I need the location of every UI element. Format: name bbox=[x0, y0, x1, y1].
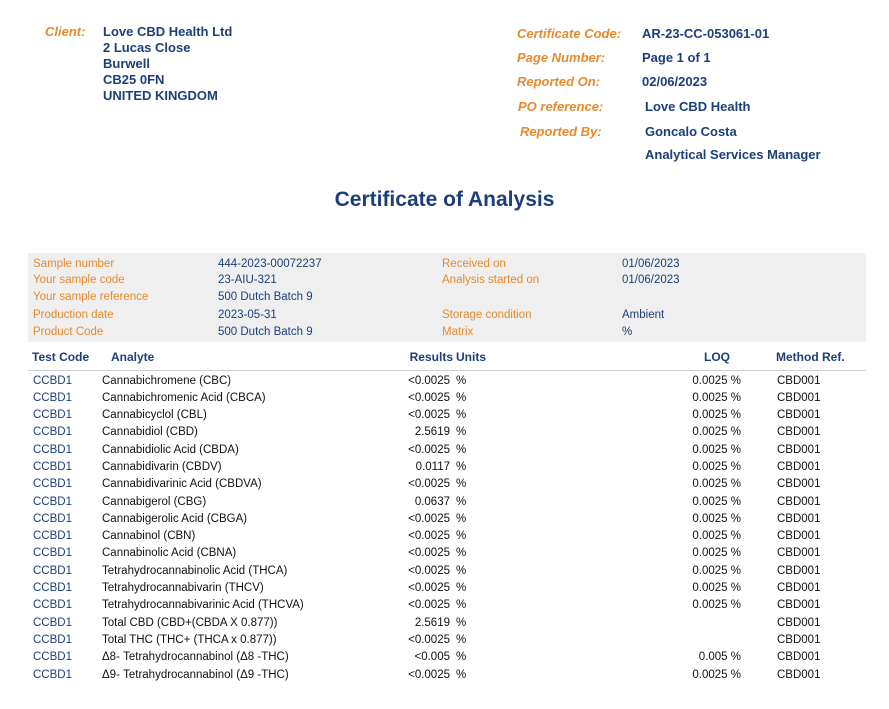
table-row bbox=[0, 582, 889, 599]
page-title: Certificate of Analysis bbox=[334, 188, 555, 211]
unit-cell: % bbox=[456, 444, 467, 456]
analyte-cell: Cannabigerol (CBG) bbox=[102, 496, 207, 508]
loq-cell: 0.0025 % bbox=[692, 530, 741, 542]
table-row bbox=[0, 478, 889, 495]
unit-cell: % bbox=[456, 513, 467, 525]
client-name: Love CBD Health Ltd bbox=[103, 24, 233, 39]
table-row bbox=[0, 496, 889, 513]
test-code-cell: CCBD1 bbox=[33, 426, 72, 438]
result-cell: <0.0025 bbox=[408, 634, 450, 646]
table-row bbox=[0, 634, 889, 651]
loq-cell: 0.0025 % bbox=[692, 375, 741, 387]
table-row bbox=[0, 547, 889, 564]
method-cell: CBD001 bbox=[777, 617, 821, 629]
result-cell: 0.0637 bbox=[414, 496, 450, 508]
po-reference-label: PO reference: bbox=[518, 99, 604, 114]
client-postcode: CB25 0FN bbox=[103, 72, 165, 87]
test-code-cell: CCBD1 bbox=[33, 496, 72, 508]
loq-cell: 0.0025 % bbox=[692, 565, 741, 577]
method-cell: CBD001 bbox=[777, 426, 821, 438]
reported-on-label: Reported On: bbox=[517, 74, 601, 89]
result-cell: 2.5619 bbox=[414, 617, 450, 629]
result-cell: <0.0025 bbox=[408, 582, 450, 594]
analyte-cell: Cannabinolic Acid (CBNA) bbox=[102, 547, 237, 559]
method-cell: CBD001 bbox=[777, 513, 821, 525]
reported-by-label: Reported By: bbox=[520, 124, 602, 139]
loq-cell: 0.005 % bbox=[698, 651, 741, 663]
table-row bbox=[0, 565, 889, 582]
client-address bbox=[103, 24, 232, 104]
result-cell: 2.5619 bbox=[414, 426, 450, 438]
analyte-cell: Total THC (THC+ (THCA x 0.877)) bbox=[102, 634, 277, 646]
table-row bbox=[0, 409, 889, 426]
table-row bbox=[0, 513, 889, 530]
result-cell: <0.0025 bbox=[408, 478, 450, 490]
unit-cell: % bbox=[456, 565, 467, 577]
analyte-cell: Cannabinol (CBN) bbox=[102, 530, 196, 542]
loq-cell: 0.0025 % bbox=[692, 513, 741, 525]
sample-code-value: 23-AIU-321 bbox=[218, 274, 277, 286]
test-code-cell: CCBD1 bbox=[33, 530, 72, 542]
client-label: Client: bbox=[45, 24, 86, 39]
test-code-cell: CCBD1 bbox=[33, 547, 72, 559]
sample-code-label: Your sample code bbox=[33, 274, 125, 286]
matrix-label: Matrix bbox=[442, 326, 474, 338]
analyte-cell: Cannabidiol (CBD) bbox=[102, 426, 198, 438]
unit-cell: % bbox=[456, 582, 467, 594]
po-reference-value: Love CBD Health bbox=[645, 99, 751, 114]
loq-cell: 0.0025 % bbox=[692, 547, 741, 559]
test-code-cell: CCBD1 bbox=[33, 409, 72, 421]
result-cell: <0.0025 bbox=[408, 547, 450, 559]
analyte-cell: Cannabidivarin (CBDV) bbox=[102, 461, 222, 473]
page-number-label: Page Number: bbox=[517, 50, 606, 65]
loq-cell: 0.0025 % bbox=[692, 496, 741, 508]
col-header-results: Results bbox=[409, 350, 453, 364]
page-number-value: Page 1 of 1 bbox=[642, 50, 711, 65]
method-cell: CBD001 bbox=[777, 478, 821, 490]
result-cell: <0.0025 bbox=[408, 565, 450, 577]
method-cell: CBD001 bbox=[777, 634, 821, 646]
unit-cell: % bbox=[456, 461, 467, 473]
col-header-loq: LOQ bbox=[704, 350, 730, 364]
result-cell: <0.0025 bbox=[408, 375, 450, 387]
analyte-cell: Tetrahydrocannabivarinic Acid (THCVA) bbox=[102, 599, 304, 611]
client-country: UNITED KINGDOM bbox=[103, 88, 218, 103]
analyte-cell: Cannabigerolic Acid (CBGA) bbox=[102, 513, 248, 525]
analyte-cell: Cannabichromene (CBC) bbox=[102, 375, 232, 387]
method-cell: CBD001 bbox=[777, 582, 821, 594]
method-cell: CBD001 bbox=[777, 461, 821, 473]
col-header-analyte: Analyte bbox=[111, 350, 155, 364]
method-cell: CBD001 bbox=[777, 496, 821, 508]
loq-cell: 0.0025 % bbox=[692, 599, 741, 611]
result-cell: 0.0117 bbox=[415, 461, 450, 473]
table-row bbox=[0, 426, 889, 443]
result-cell: <0.0025 bbox=[408, 599, 450, 611]
table-row bbox=[0, 392, 889, 409]
test-code-cell: CCBD1 bbox=[33, 375, 72, 387]
storage-condition-value: Ambient bbox=[622, 309, 665, 321]
analyte-cell: Cannabichromenic Acid (CBCA) bbox=[102, 392, 266, 404]
product-code-label: Product Code bbox=[33, 326, 104, 338]
reported-by-title: Analytical Services Manager bbox=[645, 147, 821, 162]
analyte-cell: Cannabicyclol (CBL) bbox=[102, 409, 207, 421]
analyte-cell: Δ8- Tetrahydrocannabinol (Δ8 -THC) bbox=[102, 651, 289, 663]
unit-cell: % bbox=[456, 669, 467, 681]
analyte-cell: Tetrahydrocannabivarin (THCV) bbox=[102, 582, 264, 594]
loq-cell: 0.0025 % bbox=[692, 444, 741, 456]
table-row bbox=[0, 669, 889, 686]
test-code-cell: CCBD1 bbox=[33, 582, 72, 594]
reported-on-value: 02/06/2023 bbox=[642, 74, 708, 89]
test-code-cell: CCBD1 bbox=[33, 617, 72, 629]
result-cell: <0.0025 bbox=[408, 409, 450, 421]
table-row bbox=[0, 617, 889, 634]
test-code-cell: CCBD1 bbox=[33, 513, 72, 525]
analyte-cell: Δ9- Tetrahydrocannabinol (Δ9 -THC) bbox=[102, 669, 289, 681]
unit-cell: % bbox=[456, 599, 467, 611]
table-row bbox=[0, 651, 889, 668]
test-code-cell: CCBD1 bbox=[33, 599, 72, 611]
unit-cell: % bbox=[456, 375, 467, 387]
sample-number-label: Sample number bbox=[33, 258, 115, 270]
unit-cell: % bbox=[456, 426, 467, 438]
certificate-code-value: AR-23-CC-053061-01 bbox=[642, 26, 770, 41]
col-header-test-code: Test Code bbox=[32, 350, 90, 364]
test-code-cell: CCBD1 bbox=[33, 461, 72, 473]
storage-condition-label: Storage condition bbox=[442, 309, 532, 321]
analyte-cell: Tetrahydrocannabinolic Acid (THCA) bbox=[102, 565, 288, 577]
matrix-value: % bbox=[622, 326, 633, 338]
table-row bbox=[0, 599, 889, 616]
sample-reference-label: Your sample reference bbox=[33, 291, 149, 303]
unit-cell: % bbox=[456, 478, 467, 490]
method-cell: CBD001 bbox=[777, 599, 821, 611]
analysis-started-label: Analysis started on bbox=[442, 274, 540, 286]
test-code-cell: CCBD1 bbox=[33, 444, 72, 456]
result-cell: <0.0025 bbox=[408, 392, 450, 404]
method-cell: CBD001 bbox=[777, 565, 821, 577]
client-street: 2 Lucas Close bbox=[103, 40, 191, 55]
certificate-code-label: Certificate Code: bbox=[517, 26, 622, 41]
method-cell: CBD001 bbox=[777, 375, 821, 387]
method-cell: CBD001 bbox=[777, 547, 821, 559]
method-cell: CBD001 bbox=[777, 651, 821, 663]
analyte-cell: Cannabidiolic Acid (CBDA) bbox=[102, 444, 239, 456]
table-row bbox=[0, 530, 889, 547]
product-code-value: 500 Dutch Batch 9 bbox=[218, 326, 313, 338]
method-cell: CBD001 bbox=[777, 530, 821, 542]
unit-cell: % bbox=[456, 651, 467, 663]
reported-by-value: Goncalo Costa bbox=[645, 124, 737, 139]
unit-cell: % bbox=[456, 617, 467, 629]
table-row bbox=[0, 375, 889, 392]
result-cell: <0.0025 bbox=[408, 530, 450, 542]
result-cell: <0.005 bbox=[414, 651, 450, 663]
test-code-cell: CCBD1 bbox=[33, 669, 72, 681]
sample-reference-value: 500 Dutch Batch 9 bbox=[218, 291, 313, 303]
loq-cell: 0.0025 % bbox=[692, 461, 741, 473]
unit-cell: % bbox=[456, 392, 467, 404]
test-code-cell: CCBD1 bbox=[33, 392, 72, 404]
loq-cell: 0.0025 % bbox=[692, 669, 741, 681]
analyte-cell: Total CBD (CBD+(CBDA X 0.877)) bbox=[102, 617, 278, 629]
received-on-value: 01/06/2023 bbox=[622, 258, 680, 270]
analysis-started-value: 01/06/2023 bbox=[622, 274, 680, 286]
unit-cell: % bbox=[456, 496, 467, 508]
table-row bbox=[0, 444, 889, 461]
unit-cell: % bbox=[456, 547, 467, 559]
loq-cell: 0.0025 % bbox=[692, 392, 741, 404]
test-code-cell: CCBD1 bbox=[33, 478, 72, 490]
test-code-cell: CCBD1 bbox=[33, 634, 72, 646]
loq-cell: 0.0025 % bbox=[692, 409, 741, 421]
sample-number-value: 444-2023-00072237 bbox=[218, 258, 322, 270]
unit-cell: % bbox=[456, 530, 467, 542]
method-cell: CBD001 bbox=[777, 669, 821, 681]
unit-cell: % bbox=[456, 634, 467, 646]
production-date-label: Production date bbox=[33, 309, 114, 321]
test-code-cell: CCBD1 bbox=[33, 651, 72, 663]
col-header-method: Method Ref. bbox=[776, 350, 845, 364]
loq-cell: 0.0025 % bbox=[692, 582, 741, 594]
method-cell: CBD001 bbox=[777, 392, 821, 404]
client-town: Burwell bbox=[103, 56, 150, 71]
col-header-units: Units bbox=[456, 350, 486, 364]
method-cell: CBD001 bbox=[777, 444, 821, 456]
header-divider bbox=[28, 370, 866, 371]
test-code-cell: CCBD1 bbox=[33, 565, 72, 577]
production-date-value: 2023-05-31 bbox=[218, 309, 277, 321]
result-cell: <0.0025 bbox=[408, 513, 450, 525]
loq-cell: 0.0025 % bbox=[692, 426, 741, 438]
result-cell: <0.0025 bbox=[408, 669, 450, 681]
analyte-cell: Cannabidivarinic Acid (CBDVA) bbox=[102, 478, 262, 490]
table-row bbox=[0, 461, 889, 478]
result-cell: <0.0025 bbox=[408, 444, 450, 456]
unit-cell: % bbox=[456, 409, 467, 421]
loq-cell: 0.0025 % bbox=[692, 478, 741, 490]
method-cell: CBD001 bbox=[777, 409, 821, 421]
received-on-label: Received on bbox=[442, 258, 506, 270]
